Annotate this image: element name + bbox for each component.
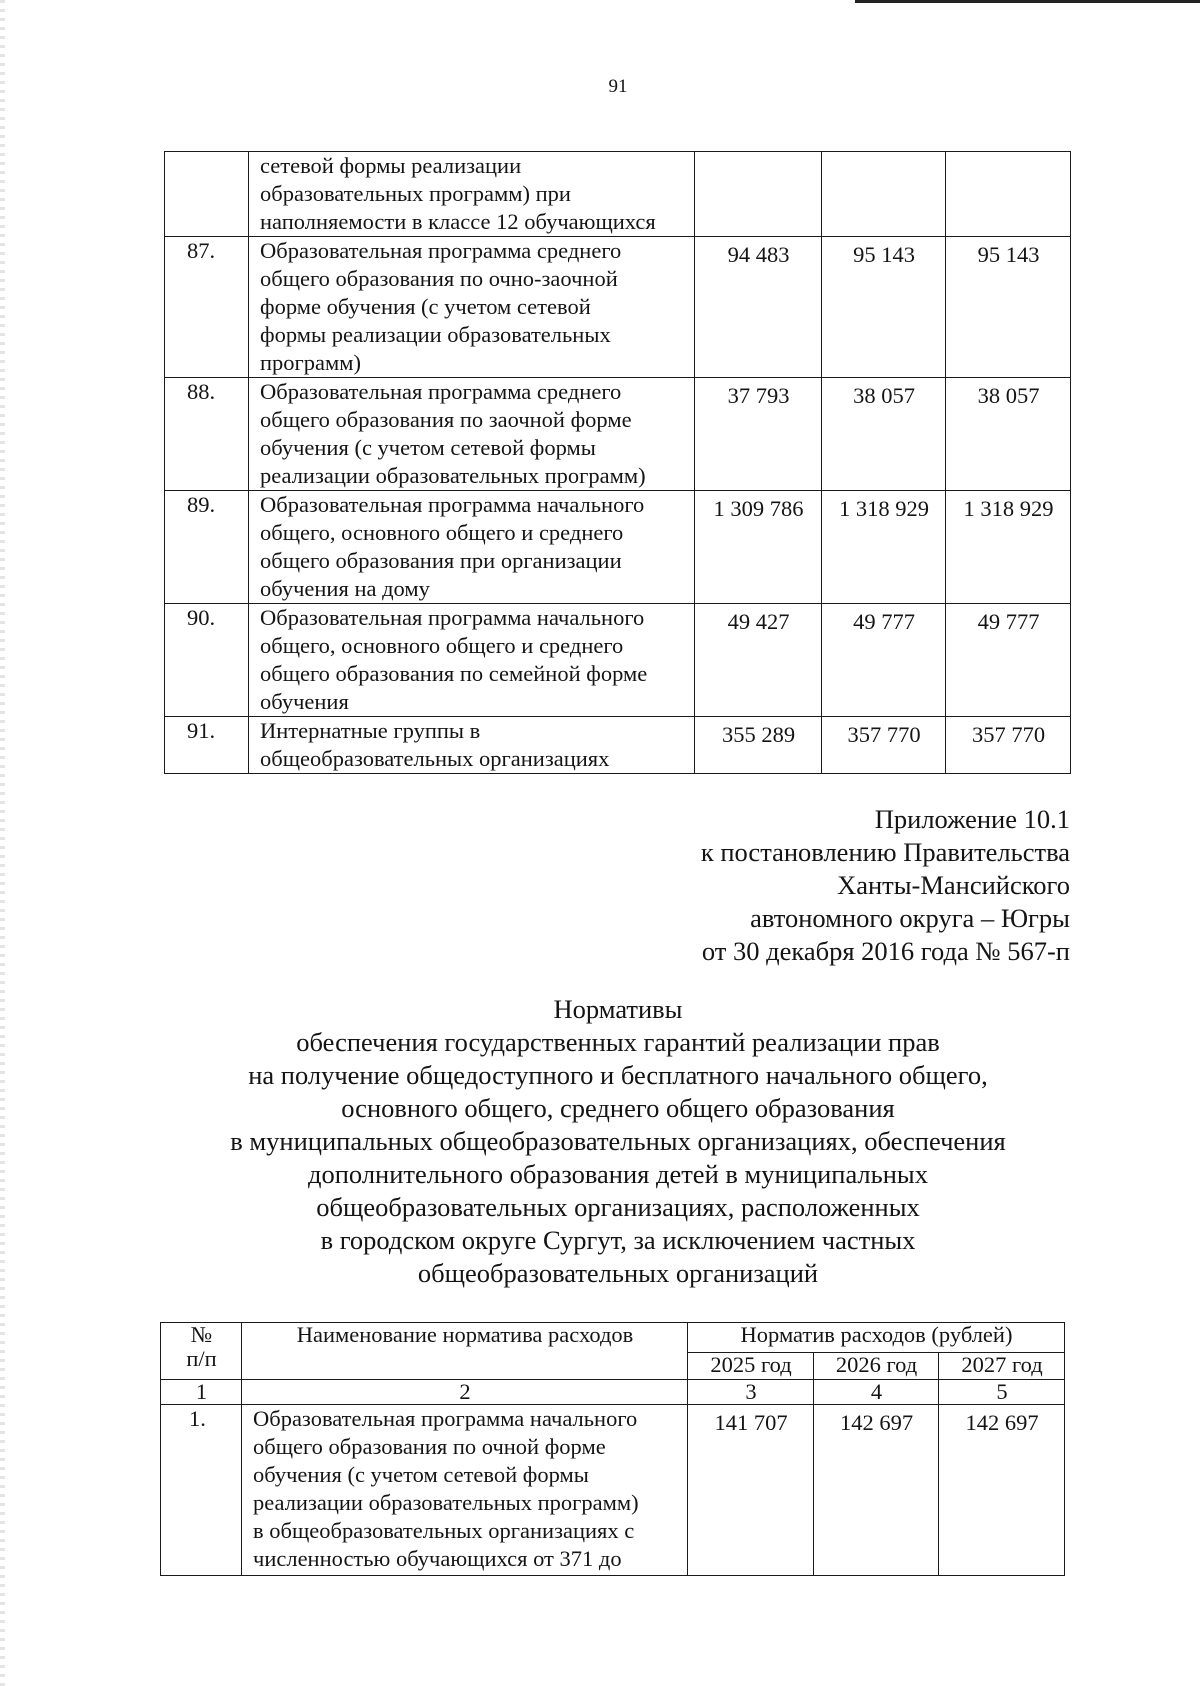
value-2027: 357 770	[946, 717, 1071, 774]
table-row	[165, 491, 1071, 604]
title-heading: Нормативы	[553, 994, 683, 1024]
title-line: в городском округе Сургут, за исключением частных	[320, 1225, 916, 1255]
value-2025: 49 427	[695, 604, 822, 717]
table-row	[165, 237, 1071, 378]
column-numbers-row	[161, 1380, 1065, 1405]
value-2027	[946, 152, 1071, 237]
appendix-title: Приложение 10.1	[874, 804, 1070, 834]
value-2025: 37 793	[695, 378, 822, 491]
table-row	[165, 152, 1071, 237]
scan-edge	[0, 0, 5, 1686]
column-number: 1	[161, 1380, 242, 1405]
header-year-2026: 2026 год	[814, 1353, 939, 1380]
row-name: Образовательная программа начального общего, основного общего и среднего общего образования при организации обучения на дому	[249, 491, 695, 604]
row-name: Образовательная программа начального общего, основного общего и среднего общего образования по семейной форме обучения	[249, 604, 695, 717]
value-2027: 95 143	[946, 237, 1071, 378]
appendix-header	[510, 803, 1070, 968]
normatives-table	[160, 1322, 1065, 1576]
value-2027: 142 697	[939, 1405, 1065, 1576]
value-2027: 38 057	[946, 378, 1071, 491]
row-number: 87.	[165, 237, 249, 378]
title-line: в муниципальных общеобразовательных организациях, обеспечения	[230, 1126, 1006, 1156]
value-2027: 1 318 929	[946, 491, 1071, 604]
title-line: основного общего, среднего общего образования	[341, 1093, 895, 1123]
header-year-2027: 2027 год	[939, 1353, 1065, 1380]
value-2025: 141 707	[688, 1405, 814, 1576]
document-title	[0, 993, 1200, 1290]
table-row	[165, 717, 1071, 774]
row-number: 89.	[165, 491, 249, 604]
title-line: общеобразовательных организаций	[417, 1258, 819, 1288]
column-number: 3	[688, 1380, 814, 1405]
row-name: Интернатные группы в общеобразовательных организациях	[249, 717, 695, 774]
value-2026: 1 318 929	[822, 491, 946, 604]
column-number: 2	[242, 1380, 688, 1405]
table-row	[161, 1405, 1065, 1576]
top-rule	[855, 0, 1200, 3]
continued-table	[164, 151, 1071, 774]
header-name: Наименование норматива расходов	[242, 1323, 688, 1380]
column-number: 4	[814, 1380, 939, 1405]
row-number: 91.	[165, 717, 249, 774]
page-number: 91	[608, 76, 628, 97]
table-row	[165, 604, 1071, 717]
value-2025: 1 309 786	[695, 491, 822, 604]
header-year-2025: 2025 год	[688, 1353, 814, 1380]
title-line: общеобразовательных организациях, расположенных	[316, 1192, 920, 1222]
value-2026	[822, 152, 946, 237]
appendix-line: автономного округа – Югры	[750, 903, 1070, 933]
header-number: № п/п	[161, 1323, 242, 1380]
header-group: Норматив расходов (рублей)	[688, 1323, 1065, 1353]
title-line: дополнительного образования детей в муниципальных	[308, 1159, 928, 1189]
appendix-line: к постановлению Правительства	[700, 837, 1070, 867]
row-name: сетевой формы реализации образовательных программ) при наполняемости в классе 12 обучающихся	[249, 152, 695, 237]
value-2026: 38 057	[822, 378, 946, 491]
appendix-line: Ханты-Мансийского	[837, 870, 1070, 900]
value-2026: 95 143	[822, 237, 946, 378]
column-number: 5	[939, 1380, 1065, 1405]
row-number: 90.	[165, 604, 249, 717]
row-number: 1.	[161, 1405, 242, 1576]
value-2025: 355 289	[695, 717, 822, 774]
value-2027: 49 777	[946, 604, 1071, 717]
title-line: на получение общедоступного и бесплатного начального общего,	[248, 1060, 988, 1090]
table-row	[165, 378, 1071, 491]
value-2025	[695, 152, 822, 237]
row-name: Образовательная программа среднего общего образования по заочной форме обучения (с учетом сетевой формы реализации образовательных программ)	[249, 378, 695, 491]
row-name: Образовательная программа начального общего образования по очной форме обучения (с учетом сетевой формы реализации образовательных программ) в общеобразовательных организациях с численностью обучающихся от 371 до	[242, 1405, 688, 1576]
row-number: 88.	[165, 378, 249, 491]
appendix-line: от 30 декабря 2016 года № 567-п	[701, 936, 1070, 966]
value-2026: 357 770	[822, 717, 946, 774]
row-number	[165, 152, 249, 237]
header-row	[161, 1323, 1065, 1353]
value-2026: 49 777	[822, 604, 946, 717]
row-name: Образовательная программа среднего общего образования по очно-заочной форме обучения (с учетом сетевой формы реализации образовательных программ)	[249, 237, 695, 378]
value-2026: 142 697	[814, 1405, 939, 1576]
title-line: обеспечения государственных гарантий реализации прав	[296, 1027, 940, 1057]
value-2025: 94 483	[695, 237, 822, 378]
